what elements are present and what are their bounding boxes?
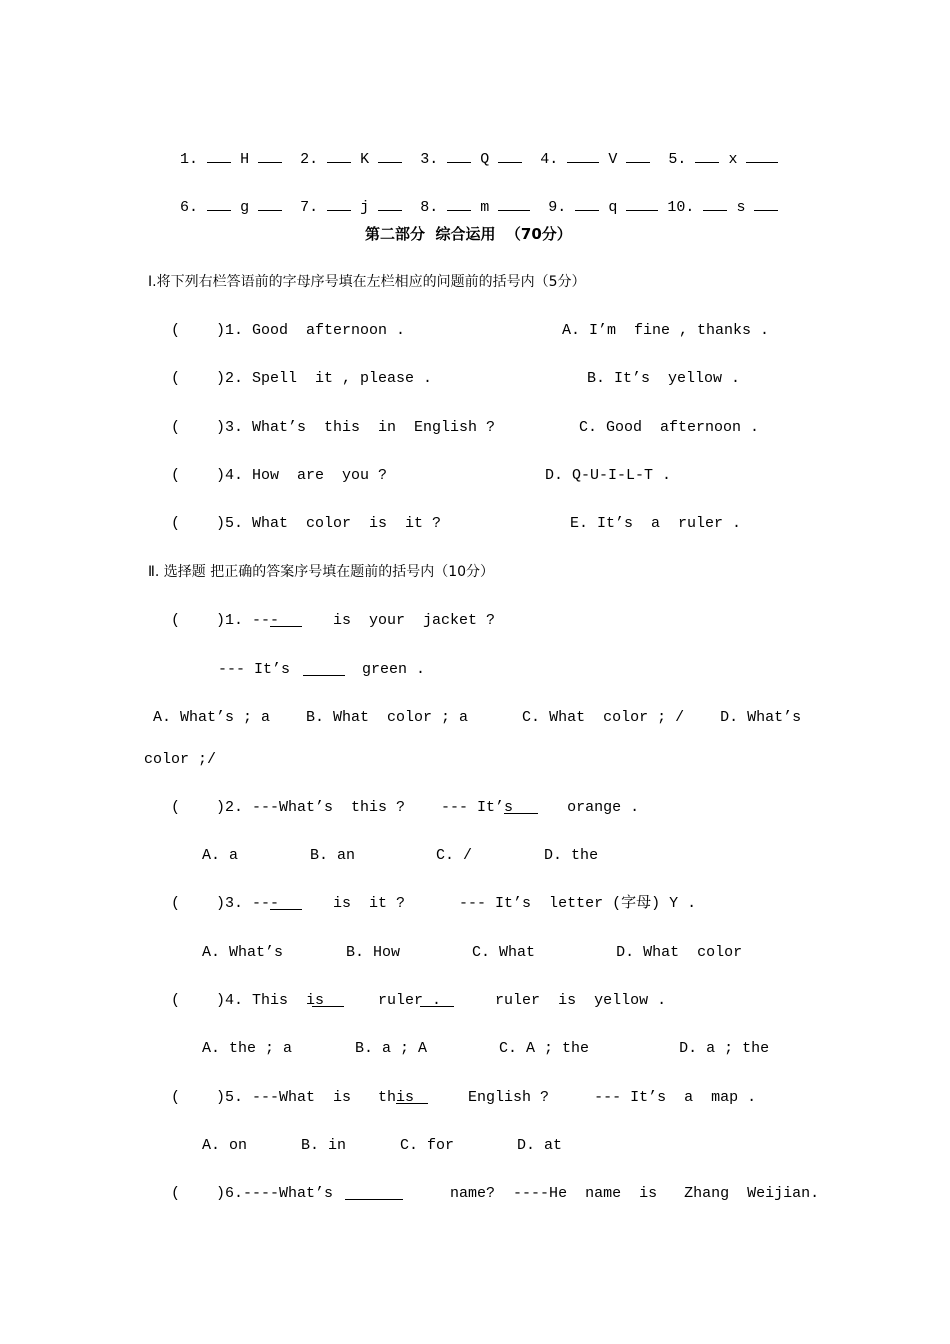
mc-options-2: A. a B. an C. / D. the [202, 847, 599, 864]
match-answer-d: D. Q-U-I-L-T . [545, 467, 672, 484]
letter: H [240, 151, 250, 168]
answer-blank [420, 992, 454, 1007]
item-number: 9. [548, 199, 567, 216]
item-number: 3. [420, 151, 439, 168]
match-answer-b: B. It’s yellow . [587, 370, 741, 387]
mc-question-4: ( )4. This is ruler . ruler is yellow . [171, 992, 667, 1009]
mc-question-2: ( )2. ---What’s this ? --- It’s orange . [171, 799, 640, 816]
match-question-1: ( )1. Good afternoon . [171, 322, 406, 339]
mc-options-1-cont: color ;/ [144, 751, 217, 768]
letter: q [608, 199, 618, 216]
mc-question-5: ( )5. ---What is this English ? --- It’s a map . [171, 1089, 757, 1106]
mc-options-3: A. What’s B. How C. What D. What color [202, 944, 743, 961]
match-question-3: ( )3. What’s this in English ? [171, 419, 496, 436]
item-number: 2. [300, 151, 319, 168]
section-2-heading: Ⅱ. 选择题 把正确的答案序号填在题前的括号内（10分） [148, 564, 495, 580]
mc-question-3: ( )3. --- is it ? --- It’s letter (字母) Y . [171, 895, 697, 912]
match-answer-c: C. Good afternoon . [579, 419, 760, 436]
letter: Q [480, 151, 490, 168]
section-1-heading: Ⅰ.将下列右栏答语前的字母序号填在左栏相应的问题前的括号内（5分） [148, 274, 586, 290]
item-number: 7. [300, 199, 319, 216]
item-number: 6. [180, 199, 199, 216]
mc-question-6: ( )6.----What’s name? ----He name is Zhang Weijian. [171, 1185, 820, 1202]
mc-options-4: A. the ; a B. a ; A C. A ; the D. a ; the [202, 1040, 770, 1057]
match-question-5: ( )5. What color is it ? [171, 515, 442, 532]
item-number: 10. [667, 199, 695, 216]
item-number: 5. [668, 151, 687, 168]
answer-blank [303, 661, 345, 676]
match-answer-a: A. I’m fine , thanks . [562, 322, 770, 339]
letter: j [360, 199, 370, 216]
match-question-4: ( )4. How are you ? [171, 467, 388, 484]
answer-blank [270, 895, 302, 910]
mc-question-1: ( )1. --- is your jacket ? [171, 612, 496, 629]
letter: g [240, 199, 250, 216]
mc-question-1-reply: --- It’s green . [218, 661, 426, 678]
letter: K [360, 151, 370, 168]
answer-blank [345, 1185, 403, 1200]
letter: s [736, 199, 746, 216]
letter: m [480, 199, 490, 216]
letter: V [608, 151, 618, 168]
mc-options-5: A. on B. in C. for D. at [202, 1137, 563, 1154]
answer-blank [270, 612, 302, 627]
item-number: 1. [180, 151, 199, 168]
answer-blank [312, 992, 344, 1007]
match-answer-e: E. It’s a ruler . [570, 515, 742, 532]
mc-options-1: A. What’s ; a B. What color ; a C. What color ; / D. What’s [153, 709, 802, 726]
answer-blank [396, 1089, 428, 1104]
match-question-2: ( )2. Spell it , please . [171, 370, 433, 387]
letter: x [728, 151, 738, 168]
item-number: 8. [420, 199, 439, 216]
item-number: 4. [540, 151, 559, 168]
part-title: 第二部分 综合运用 （70分） [365, 225, 572, 243]
answer-blank [504, 799, 538, 814]
